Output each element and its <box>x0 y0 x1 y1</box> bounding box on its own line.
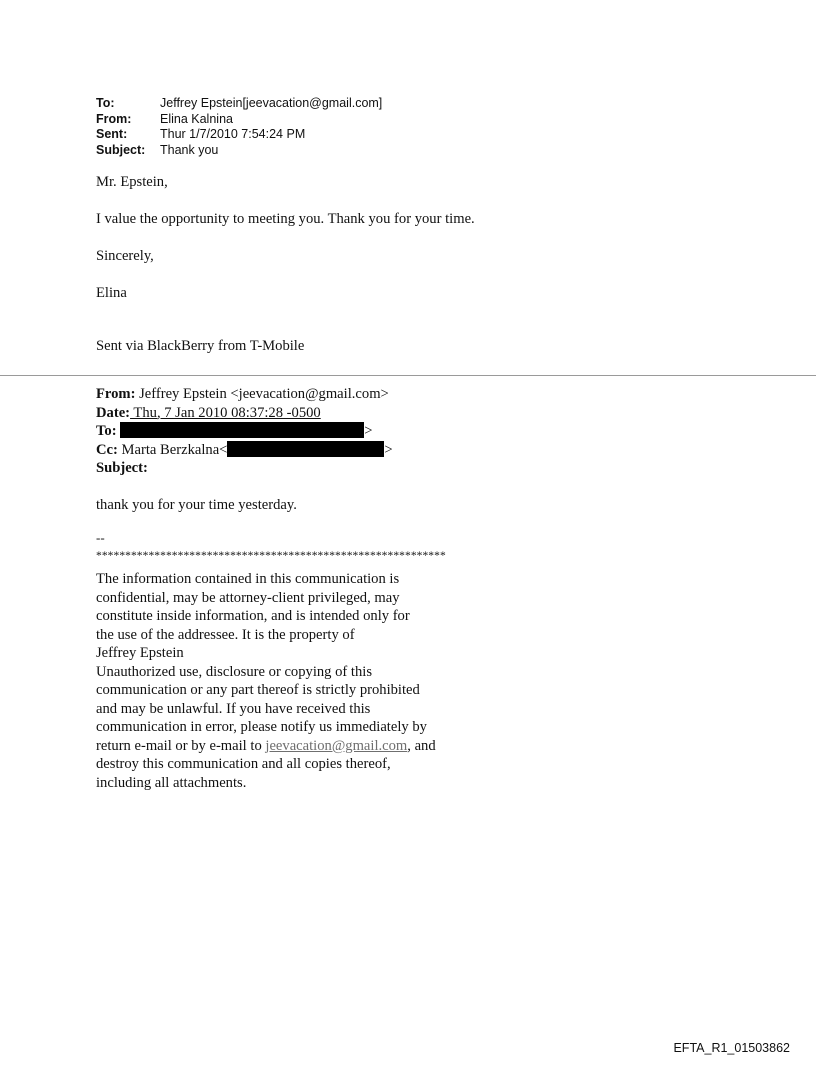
disclaimer-line: and may be unlawful. If you have received this <box>96 700 371 717</box>
spacer <box>96 478 393 496</box>
fwd-cc-close: > <box>384 441 393 458</box>
header-from-row <box>96 112 382 128</box>
disclaimer-line: communication or any part thereof is strictly prohibited <box>96 682 420 698</box>
sent-value: Thur 1/7/2010 7:54:24 PM <box>160 127 306 141</box>
disclaimer-line: the use of the addressee. It is the property of <box>96 626 355 643</box>
fwd-cc-value: Marta Berzkalna< <box>117 441 228 458</box>
email-link[interactable]: jeevacation@gmail.com <box>265 737 408 754</box>
greeting: Mr. Epstein, <box>96 174 168 190</box>
fwd-to-close: > <box>364 423 373 439</box>
fwd-to-row <box>96 422 393 441</box>
message-body: I value the opportunity to meeting you. Thank you for your time. <box>96 211 475 227</box>
fwd-body: thank you for your time yesterday. <box>96 496 297 513</box>
header-sent-row <box>96 127 382 143</box>
sent-via: Sent via BlackBerry from T-Mobile <box>96 338 305 354</box>
disclaimer-line: Jeffrey Epstein <box>96 645 184 661</box>
to-label: To: <box>96 96 115 110</box>
disclaimer <box>96 570 436 792</box>
sent-label: Sent: <box>96 127 128 141</box>
fwd-from-value: Jeffrey Epstein <jeevacation@gmail.com> <box>135 386 389 402</box>
disclaimer-line: including all attachments. <box>96 774 247 791</box>
disclaimer-text: , and <box>407 737 436 754</box>
disclaimer-line: Unauthorized use, disclosure or copying of this <box>96 663 373 680</box>
subject-label: Subject: <box>96 142 146 157</box>
fwd-from-row <box>96 385 393 404</box>
fwd-to-label: To: <box>96 423 117 439</box>
header-subject-row <box>96 143 382 159</box>
fwd-date-value: Thu, 7 Jan 2010 08:37:28 -0500 <box>130 404 321 421</box>
redaction-box <box>227 441 384 457</box>
disclaimer-line: destroy this communication and all copies thereof, <box>96 756 391 772</box>
closing: Sincerely, <box>96 248 154 264</box>
signature: Elina <box>96 285 127 301</box>
divider <box>0 375 816 376</box>
to-value: Jeffrey Epstein[jeevacation@gmail.com] <box>160 96 383 110</box>
fwd-date-row <box>96 404 393 423</box>
fwd-cc-label: Cc: <box>96 441 118 458</box>
header-to-row <box>96 96 382 112</box>
from-label: From: <box>96 111 132 126</box>
disclaimer-text: return e-mail or by e-mail to <box>96 737 266 754</box>
fwd-cc-row <box>96 441 393 460</box>
fwd-date-label: Date: <box>96 404 131 421</box>
stars-separator: ************************************************************ <box>96 550 446 562</box>
from-value: Elina Kalnina <box>160 111 233 126</box>
spacer <box>96 514 393 532</box>
disclaimer-line: confidential, may be attorney-client privileged, may <box>96 589 400 606</box>
fwd-subject-label: Subject: <box>96 460 148 476</box>
document-id: EFTA_R1_01503862 <box>673 1041 790 1055</box>
sig-dash: -- <box>96 530 105 545</box>
disclaimer-line: communication in error, please notify us immediately by <box>96 719 427 735</box>
disclaimer-line: The information contained in this communication is <box>96 571 400 587</box>
fwd-from-label: From: <box>96 386 136 402</box>
forwarded-header <box>96 385 393 544</box>
email-header <box>96 96 382 158</box>
subject-value: Thank you <box>160 142 219 157</box>
fwd-subject-row <box>96 459 393 478</box>
disclaimer-line: constitute inside information, and is intended only for <box>96 608 410 624</box>
disclaimer-line <box>96 737 436 756</box>
redaction-box <box>120 422 364 438</box>
